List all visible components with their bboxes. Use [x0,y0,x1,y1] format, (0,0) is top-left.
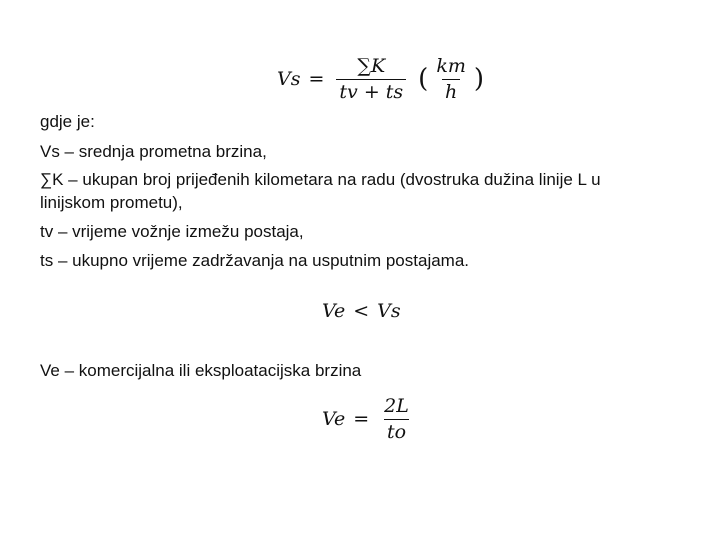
formula-average-speed [277,56,485,103]
less-than-sign: < [353,300,370,322]
unit-denominator: h [442,79,460,103]
definition-k-line2: linijskom prometu), [40,193,183,212]
paren-close: ) [473,64,485,95]
formula-lhs: Ve [322,408,346,431]
fraction [381,396,412,443]
definition-k-line1: ∑K – ukupan broj prijeđenih kilometara na radu (dvostruka dužina linije L u [40,170,601,189]
definition-ve: Ve – komercijalna ili eksploatacijska brzina [40,361,362,380]
definition-ts: ts – ukupno vrijeme zadržavanja na usputnim postajama. [40,251,470,270]
definition-vs: Vs – srednja prometna brzina, [40,142,267,161]
formula-inequality [322,300,401,322]
where-label: gdje je: [40,112,95,131]
formula-commercial-speed [322,396,416,443]
inequality-lhs: Ve [322,300,346,322]
fraction-numerator: ∑K [357,55,386,77]
unit-numerator: km [436,55,466,77]
unit-fraction [433,56,469,103]
formula-lhs: Vs [277,68,301,91]
fraction-denominator: to [384,419,409,443]
definition-tv: tv – vrijeme vožnje izmežu postaja, [40,222,304,241]
fraction-denominator: tv + ts [336,79,406,103]
fraction-numerator: 2L [384,395,409,417]
fraction [336,56,406,103]
equals-sign: = [353,408,370,431]
inequality-rhs: Vs [377,300,401,322]
equals-sign: = [308,68,325,91]
paren-open: ( [418,64,429,95]
